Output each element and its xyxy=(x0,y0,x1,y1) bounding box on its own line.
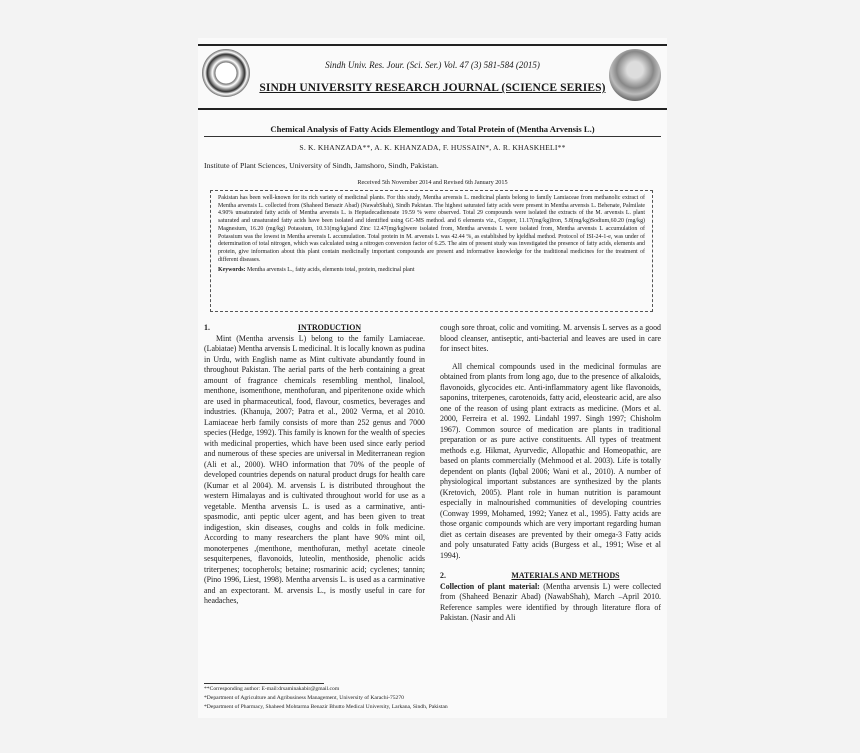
right-column xyxy=(440,323,661,624)
section-number: 2. xyxy=(440,571,446,580)
section-title: MATERIALS AND METHODS xyxy=(511,571,620,580)
keywords-line xyxy=(218,267,645,275)
footnote-dept-2: *Department of Pharmacy, Shaheed Mohtarma Benazir Bhutto Medical University, Larkana, Sindh, Pakistan xyxy=(204,704,448,710)
abstract-text: Pakistan has been well-known for its rich variety of medicinal plants. For this study, Mentha arvensis L. medicinal plants belong to family Lamiaceae from methanolic extract of Mentha arvensis L. collected from (Shaheed Benazir Abad) (NawabShah), Sindh Pakistan. The highest saturated fatty acids were present in Mentha arvensis L. Behenate, Palmilate 4.90% unsaturated fatty acids of Mentha arvensis L. is Heptadecadienoate 19.59 % were observed. Total 29 compounds were isolated the extracts of the M. arvensis L. plant saturated and unsaturated fatty acids have been isolated and identified using GC-MS method. and 6 elements viz., Copper, 11.17(mg/kg)Iron, 5.8(mg/kg)Sodium,60.20 (mg/kg) Magnesium, 16.20 (mg/kg) Potassium, 10.31(mg/kg)and Zinc 12.47(mg/kg)were isolated from, Mentha arvensis L were isolated from, Mentha arvensis L accumulation of Potassium was the lowest in Mentha arvensis L accumulation. Total protein in M. arvensis L was 42.44 %, as established by kjeldhal method. Protocol of ISI-24-1-e, was under of determination of total nitrogen, which was calculated using a nitrogen conversion factor of 6.25. The aim of present study was investigated the presence of fatty acids, elements and protein, give information about this plant contain medicinally important compounds are present and informative knowledge for the traditional medicines for the treatment of different diseases. xyxy=(218,195,645,263)
methods-lead: Collection of plant material: xyxy=(440,581,540,591)
keywords-label: Keywords: xyxy=(218,267,246,274)
article-title: Chemical Analysis of Fatty Acids Elementlogy and Total Protein of (Mentha Arvensis L.) xyxy=(270,124,595,134)
journal-citation: Sindh Univ. Res. Jour. (Sci. Ser.) Vol. 47 (3) 581-584 (2015) xyxy=(325,60,540,70)
header-bottom-rule xyxy=(198,108,667,110)
title-rule xyxy=(204,136,661,137)
methods-paragraph xyxy=(440,582,661,624)
footnote-corresponding: **Corresponding author: E-mail:drsaminakabir@gmail.com xyxy=(204,686,340,692)
institution: Institute of Plant Sciences, University of Sindh, Jamshoro, Sindh, Pakistan. xyxy=(204,161,439,170)
header-top-rule xyxy=(198,44,667,46)
author-list: S. K. KHANZADA**, A. K. KHANZADA, F. HUSSAIN*, A. R. KHASKHELI** xyxy=(299,143,566,152)
journal-name: SINDH UNIVERSITY RESEARCH JOURNAL (SCIENCE SERIES) xyxy=(259,82,606,94)
footnote-dept-1: *Department of Agriculture and Agribusiness Management, University of Karachi-75270 xyxy=(204,695,404,701)
received-dates: Received 5th November 2014 and Revised 6th January 2015 xyxy=(357,179,508,186)
intro-paragraph: Mint (Mentha arvensis L) belong to the family Lamiaceae. (Labiatae) Mentha arvensis L medicinal. It is locally known as pudina in Urdu, with English name as Mint cultivate abundantly found in throughout Pakistan. The aerial parts of the herb containing a great amount of fragrance chemicals resembling menthol, linalool, menthone, isomenthone, menthofuran, and piperitenone oxide which are used in pharmaceutical, food, flavour, cosmetics, beverages and industries. (Khanuja, 2007; Patra et al., 2002 Verma, et al 2010. Lamiaceae herb family consists of more than 252 genus and 7000 species (Hedge, 1992). This family is known for the wealth of species with medicinal properties, which have been used since early period and numerous of these species are universal in Mediterranean region (Ali et al., 2000). WHO information that 70% of the people of developed countries depends on natural product drugs for health care (Kumar et al 2004). M. arvensis L is distributed throughout the western Himalayas and is cultivated throughout world for use as a vegetable. Mentha arvensis L. is used as a carminative, anti-spasmodic, anti peptic ulcer agent, and has been given to treat indigestion, skin diseases, coughs and colds in folk medicine. According to many researchers the plant have 90% mint oil, monoterpenes ,(menthone, menthofuran, methyl acetate cineole sesquiterpenes, flavonoids, luteolin, menthoside, phenolic acids triterpenes; tocopherols; betaine; rosmarinic acid; cyclenes; tannin; (Pino 1996, Liest, 1998). Mentha arvensis L. is used as a carminative and an expectorant. M. arvensis L., is mostly useful in care for headaches, xyxy=(204,333,425,605)
left-column xyxy=(204,323,425,607)
section-heading-methods xyxy=(440,571,661,582)
journal-page xyxy=(198,38,667,718)
section-title: INTRODUCTION xyxy=(297,323,362,332)
abstract-box xyxy=(210,190,653,312)
section-number: 1. xyxy=(204,323,210,332)
intro-paragraph-2: All chemical compounds used in the medicinal formulas are obtained from plants from long ago, due to the presence of alkaloids, flavonoids, glycocides etc. Anti-inflammatory agent like flavonoids, saponins, triterpenes, carotenoids, fatty acid, eleostearic acid, are also one of the reason of using plant extracts as medicine. (Mors et al. 2000, Ferreira et al. 1992. Lindahl 1997. Singh 1997; Chisholm 1967). Common source of medication are plants in traditional preparation or as pure active constituents. All types of treatment methods e.g. Hikmat, Ayurvedic, Allopathic and Homeopathic, are based on plants commercially (Mehmood et al. 2003). Life is totally dependent on plants (Iqbal 2006; Wani et al., 2010). A number of physiological important substances are synthesized by the plants (Kretovich, 2005). Plant role in human nutrition is paramount especially in malnourished communities of developing countries (Conway 1999, Mohamed, 1992; Yanez et al., 1995). Fatty acids are those organic compounds which are very important regarding human diet as certain diseases are prevented by their omega-3 Fatty acids and poly unsaturated Fatty acids (Burgess et al., 1991; Wise et al 1994). xyxy=(440,361,661,560)
methods-text: (Mentha arvensis L) were collected from (Shaheed Benazir Abad) (NawabShah), March –April 2010. Reference samples were identified by through literature flora of Pakistan. (Nasir and Ali xyxy=(440,581,661,622)
section-heading-introduction xyxy=(204,323,425,334)
keywords-text: Mentha arvensis L., fatty acids, elements total, protein, medicinal plant xyxy=(246,267,415,274)
footnote-rule xyxy=(204,683,324,684)
intro-continuation: cough sore throat, colic and vomiting. M. arvensis L serves as a good blood cleanser, antiseptic, anti-bacterial and leaves are used in care for insect bites. xyxy=(440,323,661,353)
